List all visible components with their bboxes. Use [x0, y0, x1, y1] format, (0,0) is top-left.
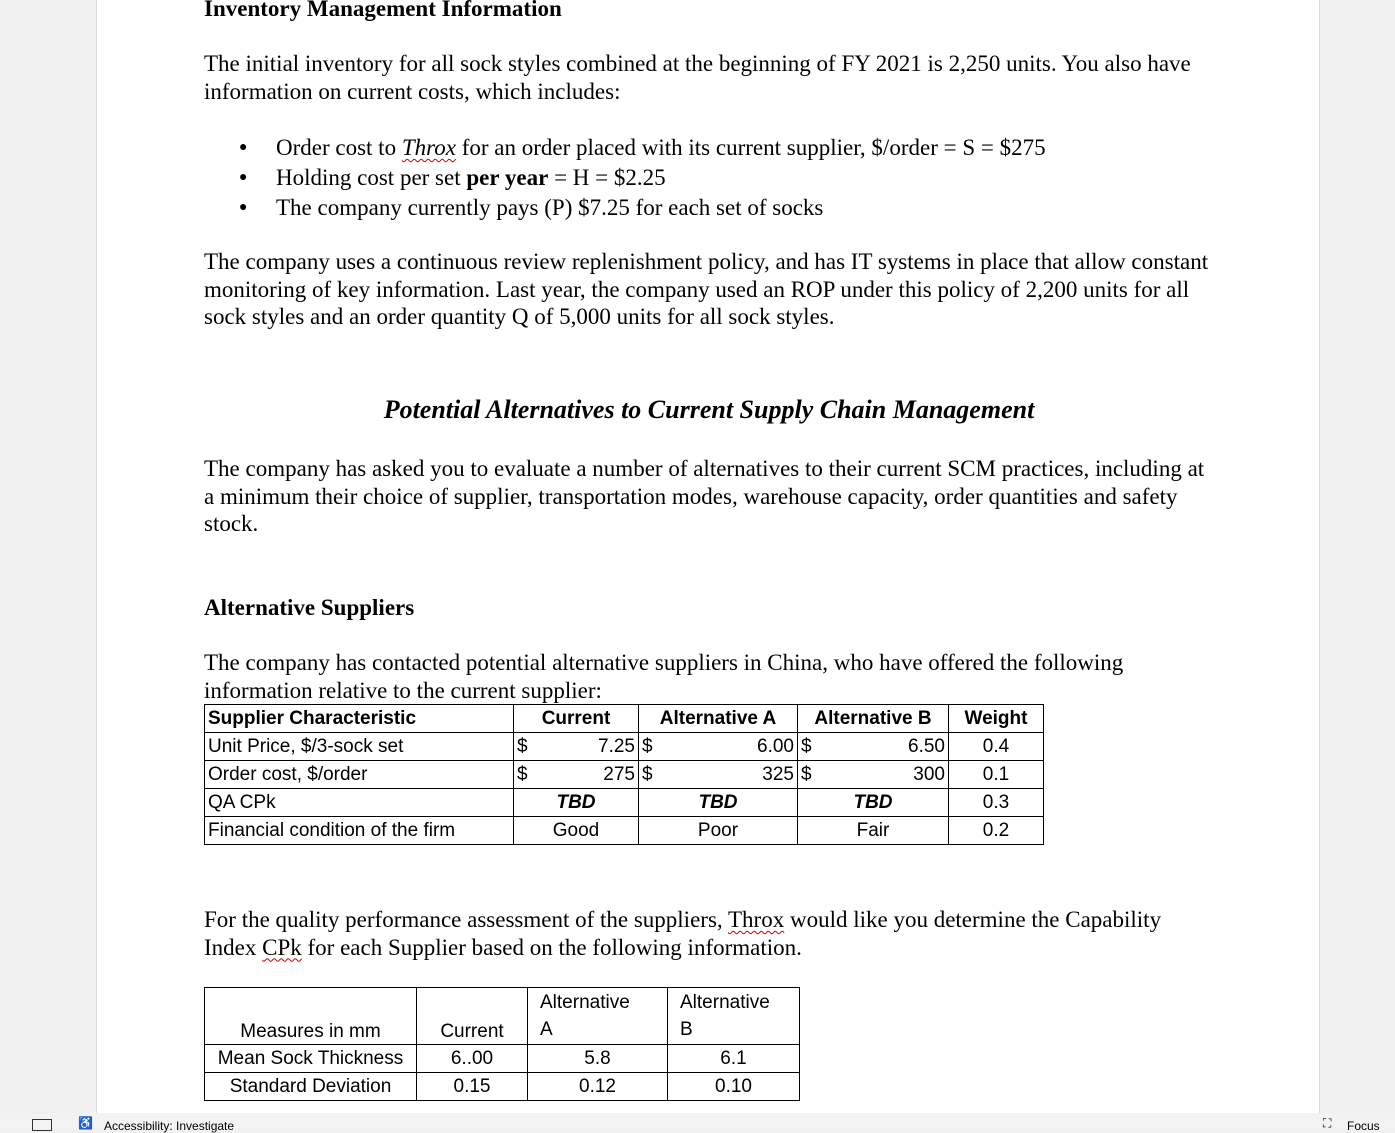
cell: 5.8 — [528, 1045, 668, 1073]
header-cell: Measures in mm — [205, 988, 417, 1045]
paragraph-initial-inventory: The initial inventory for all sock styles combined at the beginning of FY 2021 is 2,250 units. You also have information on current costs, which includes: — [204, 51, 1191, 104]
cell: TBD — [514, 789, 639, 817]
bullet-order-cost: ● Order cost to Throx for an order placed with its current supplier, $/order = S = $275 — [276, 133, 1214, 163]
paragraph-suppliers: The company has contacted potential alternative suppliers in China, who have offered the following information relative to the current supplier: — [204, 650, 1124, 703]
paragraph-evaluate: The company has asked you to evaluate a number of alternatives to their current SCM practices, including at a minimum their choice of supplier, transportation modes, warehouse capacity, order quantities and safety stock. — [204, 456, 1205, 536]
cell: 0.2 — [949, 817, 1044, 845]
cell: 6.00 — [683, 733, 797, 761]
cell: 0.15 — [417, 1073, 528, 1101]
cell: 7.25 — [549, 733, 639, 761]
document-page — [96, 0, 1320, 1113]
header-cell: Alternative B — [668, 988, 800, 1045]
paragraph-replenishment: The company uses a continuous review replenishment policy, and has IT systems in place that allow constant monitoring of key information. Last year, the company used an ROP under this policy of 2,200 units for all sock styles and an order quantity Q of 5,000 units for all sock styles. — [204, 249, 1209, 329]
cell: 6..00 — [417, 1045, 528, 1073]
cell: 0.12 — [528, 1073, 668, 1101]
cell: $ — [639, 733, 684, 761]
cell: 0.1 — [949, 761, 1044, 789]
header-cell: Supplier Characteristic — [205, 705, 514, 733]
header-cell: Alternative A — [639, 705, 798, 733]
header-cell: Current — [417, 988, 528, 1045]
status-bar — [0, 1113, 1395, 1133]
cell: TBD — [798, 789, 949, 817]
cell: 0.4 — [949, 733, 1044, 761]
cell: Order cost, $/order — [205, 761, 514, 789]
inventory-section — [204, 0, 1214, 23]
cell: TBD — [639, 789, 798, 817]
cell: 325 — [683, 761, 797, 789]
paragraph-cpk: For the quality performance assessment of the suppliers, Throx would like you determine the Capability Index CPk for each Supplier based on the following information. — [204, 907, 1162, 960]
cell: Fair — [798, 817, 949, 845]
heading-alternatives: Potential Alternatives to Current Supply Chain Management — [383, 395, 1035, 424]
cell: Standard Deviation — [205, 1073, 417, 1101]
cell: 300 — [840, 761, 948, 789]
table-header-row — [205, 988, 800, 1045]
table-header-row — [205, 705, 1044, 733]
cell: 0.10 — [668, 1073, 800, 1101]
focus-button[interactable]: Focus — [1347, 1119, 1380, 1133]
focus-icon[interactable]: ⛶ — [1323, 1116, 1332, 1130]
table-row — [205, 1073, 800, 1101]
cell: Poor — [639, 817, 798, 845]
table-row — [205, 733, 1044, 761]
supplier-table — [204, 704, 1044, 845]
bullet-holding-cost: ● Holding cost per set per year = H = $2.25 — [276, 163, 1214, 193]
thickness-table — [204, 987, 800, 1101]
header-cell: Current — [514, 705, 639, 733]
header-cell: Weight — [949, 705, 1044, 733]
cell: Mean Sock Thickness — [205, 1045, 417, 1073]
cell: $ — [514, 733, 549, 761]
heading-alt-suppliers: Alternative Suppliers — [204, 595, 415, 620]
page-view-icon[interactable] — [32, 1119, 52, 1131]
header-cell: Alternative A — [528, 988, 668, 1045]
cell: Financial condition of the firm — [205, 817, 514, 845]
bullet-price: ● The company currently pays (P) $7.25 for each set of socks — [276, 193, 1214, 223]
table-row — [205, 1045, 800, 1073]
cost-bullets — [204, 133, 1214, 223]
cell: QA CPk — [205, 789, 514, 817]
cell: Good — [514, 817, 639, 845]
cell: 275 — [549, 761, 639, 789]
cell: $ — [514, 761, 549, 789]
cell: Unit Price, $/3-sock set — [205, 733, 514, 761]
cell: 6.50 — [840, 733, 948, 761]
header-cell: Alternative B — [798, 705, 949, 733]
cell: $ — [798, 733, 841, 761]
table-row — [205, 761, 1044, 789]
accessibility-status[interactable]: Accessibility: Investigate — [104, 1119, 235, 1133]
heading-inventory: Inventory Management Information — [204, 0, 562, 21]
accessibility-icon[interactable]: ♿ — [78, 1116, 93, 1130]
cell: $ — [798, 761, 841, 789]
cell: 0.3 — [949, 789, 1044, 817]
cell: 6.1 — [668, 1045, 800, 1073]
cell: $ — [639, 761, 684, 789]
table-row — [205, 817, 1044, 845]
table-row — [205, 789, 1044, 817]
